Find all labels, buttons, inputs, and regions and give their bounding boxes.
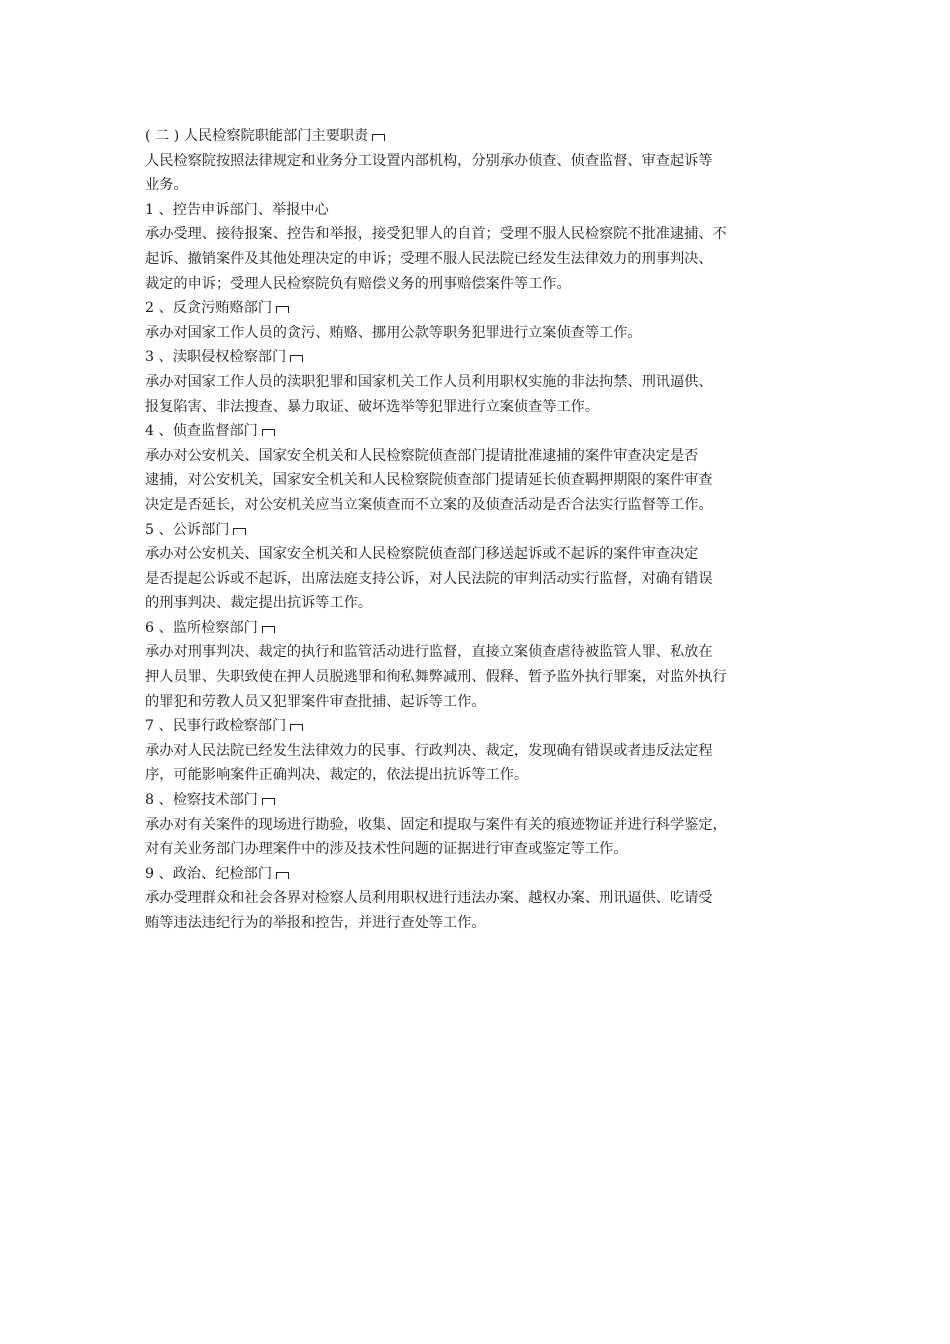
department-list xyxy=(145,198,817,936)
department-heading-text: 5 、公诉部门 xyxy=(145,521,230,538)
department-heading-text: 8 、检察技术部门 xyxy=(145,792,258,809)
paragraph-mark-icon xyxy=(262,429,275,436)
department-description-line: 是否提起公诉或不起诉，出席法庭支持公诉，对人民法院的审判活动实行监督，对确有错误 xyxy=(145,570,713,587)
department-heading-text: 4 、侦查监督部门 xyxy=(145,423,258,440)
document-body xyxy=(145,124,817,936)
department-description-line: 承办对公安机关、国家安全机关和人民检察院侦查部门提请批准逮捕的案件审查决定是否 xyxy=(145,447,699,464)
department-section xyxy=(145,345,817,419)
department-description-line: 序，可能影响案件正确判决、裁定的，依法提出抗诉等工作。 xyxy=(145,767,529,784)
section-heading-text: ( 二 ) 人民检察院职能部门主要职责 xyxy=(145,128,369,144)
department-description-line: 贿等违法违纪行为的举报和控告，并进行查处等工作。 xyxy=(145,915,486,931)
department-heading-text: 9 、政治、纪检部门 xyxy=(145,865,273,882)
department-description-line: 裁定的申诉；受理人民检察院负有赔偿义务的刑事赔偿案件等工作。 xyxy=(145,275,571,292)
intro-paragraph xyxy=(145,149,817,198)
department-heading xyxy=(145,296,817,321)
paragraph-mark-icon xyxy=(262,798,275,805)
department-description-line: 押人员罪、失职致使在押人员脱逃罪和徇私舞弊减刑、假释、暂予监外执行罪案，对监外执行 xyxy=(145,669,727,686)
department-section xyxy=(145,419,817,517)
department-section xyxy=(145,518,817,616)
section-heading xyxy=(145,124,817,149)
paragraph-mark-icon xyxy=(372,134,385,141)
department-description-line: 承办对有关案件的现场进行勘验，收集、固定和提取与案件有关的痕迹物证并进行科学鉴定， xyxy=(145,816,727,833)
department-heading xyxy=(145,788,817,813)
department-description-line: 决定是否延长，对公安机关应当立案侦查而不立案的及侦查活动是否合法实行监督等工作。 xyxy=(145,496,713,513)
department-description-line: 的罪犯和劳教人员又犯罪案件审查批捕、起诉等工作。 xyxy=(145,693,486,710)
department-section xyxy=(145,788,817,862)
department-section xyxy=(145,862,817,936)
paragraph-mark-icon xyxy=(290,355,303,362)
department-heading xyxy=(145,616,817,641)
department-heading-text: 3 、渎职侵权检察部门 xyxy=(145,349,287,366)
department-heading-text: 6 、监所检察部门 xyxy=(145,619,258,636)
department-heading xyxy=(145,714,817,739)
department-description-line: 逮捕，对公安机关，国家安全机关和人民检察院侦查部门提请延长侦查羁押期限的案件审查 xyxy=(145,472,713,489)
department-description-line: 承办对国家工作人员的渎职犯罪和国家机关工作人员利用职权实施的非法拘禁、刑讯逼供、 xyxy=(145,373,713,390)
department-section xyxy=(145,296,817,345)
department-description-line: 起诉、撤销案件及其他处理决定的申诉；受理不服人民法院已经发生法律效力的刑事判决、 xyxy=(145,250,713,267)
department-description-line: 承办对人民法院已经发生法律效力的民事、行政判决、裁定，发现确有错误或者违反法定程 xyxy=(145,742,713,759)
department-heading-text: 1 、控告申诉部门、举报中心 xyxy=(145,201,329,218)
paragraph-mark-icon xyxy=(276,306,289,313)
department-description-line: 的刑事判决、裁定提出抗诉等工作。 xyxy=(145,595,373,612)
department-section xyxy=(145,714,817,788)
department-section xyxy=(145,198,817,296)
department-heading xyxy=(145,198,817,223)
department-heading-text: 7 、民事行政检察部门 xyxy=(145,718,287,735)
department-heading xyxy=(145,862,817,887)
paragraph-mark-icon xyxy=(233,528,246,535)
department-heading xyxy=(145,518,817,543)
department-description-line: 对有关业务部门办理案件中的涉及技术性问题的证据进行审查或鉴定等工作。 xyxy=(145,841,628,858)
department-description-line: 承办对刑事判决、裁定的执行和监管活动进行监督，直接立案侦查虐待被监管人罪、私放在 xyxy=(145,644,713,661)
department-description-line: 承办受理、接待报案、控告和举报，接受犯罪人的自首；受理不服人民检察院不批准逮捕、不 xyxy=(145,226,727,243)
department-description-line: 承办对国家工作人员的贪污、贿赂、挪用公款等职务犯罪进行立案侦查等工作。 xyxy=(145,324,642,341)
paragraph-mark-icon xyxy=(290,724,303,731)
department-description-line: 报复陷害、非法搜查、暴力取证、破坏选举等犯罪进行立案侦查等工作。 xyxy=(145,398,600,415)
department-heading xyxy=(145,419,817,444)
intro-line: 人民检察院按照法律规定和业务分工设置内部机构，分别承办侦查、侦查监督、审查起诉等 xyxy=(145,152,713,169)
department-section xyxy=(145,616,817,714)
paragraph-mark-icon xyxy=(276,872,289,879)
department-description-line: 承办对公安机关、国家安全机关和人民检察院侦查部门移送起诉或不起诉的案件审查决定 xyxy=(145,546,699,563)
intro-line: 业务。 xyxy=(145,177,188,194)
department-heading xyxy=(145,345,817,370)
paragraph-mark-icon xyxy=(262,626,275,633)
department-description-line: 承办受理群众和社会各界对检察人员利用职权进行违法办案、越权办案、刑讯逼供、吃请受 xyxy=(145,890,713,907)
department-heading-text: 2 、反贪污贿赂部门 xyxy=(145,300,273,317)
